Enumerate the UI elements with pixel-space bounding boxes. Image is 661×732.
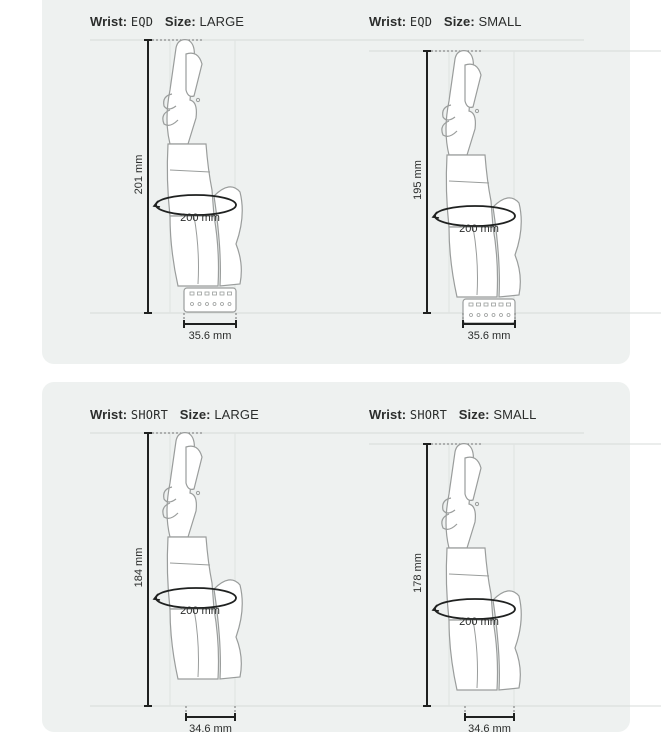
height-label: 201 mm <box>133 154 145 195</box>
finger-middle <box>465 457 481 500</box>
size-key: Size: <box>179 407 211 422</box>
size-key: Size: <box>164 14 196 29</box>
circumference-label: 200 mm <box>180 212 220 224</box>
size-value: SMALL <box>493 407 537 422</box>
circumference-label: 200 mm <box>180 605 220 617</box>
palm-lower <box>170 609 219 679</box>
height-label: 178 mm <box>412 553 424 593</box>
size-key: Size: <box>458 407 490 422</box>
height-label: 195 mm <box>412 160 424 200</box>
finger-sensor-dot <box>196 491 199 494</box>
finger-middle <box>186 446 202 489</box>
circumference-label: 200 mm <box>459 616 499 628</box>
hand-diagram <box>90 393 340 732</box>
wrist-key: Wrist: <box>369 14 407 29</box>
palm-lower <box>449 620 498 690</box>
wrist-value: SHORT <box>130 408 169 422</box>
size-value: SMALL <box>478 14 522 29</box>
wrist-key: Wrist: <box>90 14 128 29</box>
hand-group <box>369 444 661 732</box>
palm-upper <box>446 548 493 620</box>
palm-lower <box>449 227 498 297</box>
height-label: 184 mm <box>133 547 145 588</box>
finger-sensor-dot <box>475 502 478 505</box>
palm-upper <box>167 144 214 216</box>
hand-diagram <box>90 0 340 345</box>
wrist-value: SHORT <box>409 408 448 422</box>
palm-upper <box>446 155 493 227</box>
size-value: LARGE <box>214 407 259 422</box>
hand-diagram <box>369 393 619 732</box>
width-label: 34.6 mm <box>189 723 232 732</box>
width-label: 35.6 mm <box>188 330 232 342</box>
finger-sensor-dot <box>475 109 478 112</box>
finger-middle <box>186 53 202 96</box>
finger-middle <box>465 64 481 107</box>
wrist-value: EQD <box>130 15 154 29</box>
finger-sensor-dot <box>196 98 199 101</box>
hand-diagram <box>369 0 619 345</box>
wrist-value: EQD <box>409 15 433 29</box>
size-value: LARGE <box>199 14 245 29</box>
circumference-label: 200 mm <box>459 223 499 235</box>
wrist-key: Wrist: <box>369 407 407 422</box>
wrist-key: Wrist: <box>90 407 128 422</box>
palm-upper <box>167 537 214 609</box>
width-label: 35.6 mm <box>467 330 511 342</box>
width-label: 34.6 mm <box>468 723 511 732</box>
hand-group <box>369 51 661 342</box>
palm-lower <box>170 216 219 286</box>
size-key: Size: <box>443 14 475 29</box>
